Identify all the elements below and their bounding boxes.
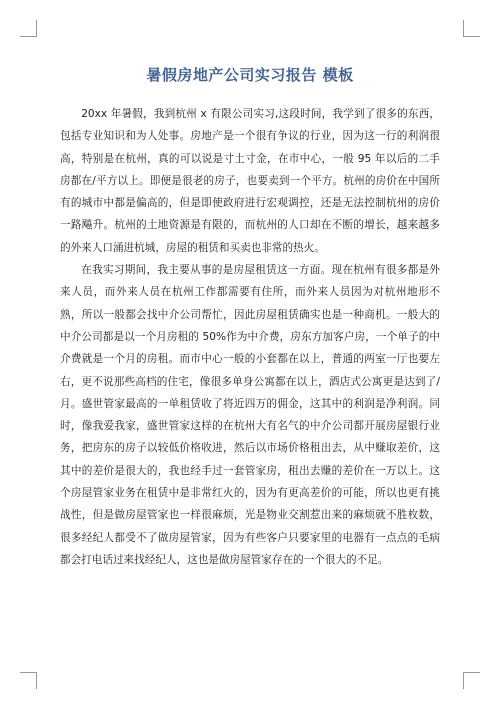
- crop-mark-top-left: [36, 20, 37, 37]
- crop-mark-bottom-left: [36, 672, 37, 689]
- crop-mark-bottom-right: [463, 672, 464, 689]
- crop-mark-bottom-right: [463, 672, 480, 673]
- document-title: 暑假房地产公司实习报告 模板: [146, 66, 354, 84]
- paragraph-1: 20xx 年暑假，我到杭州 x 有限公司实习,这段时间，我学到了很多的东西，包括专业知识和为人处事。房地产是一个很有争议的行业，因为这一行的利润很高，特别是在杭州，真的可以说是寸土寸金，在市中心，一般 95 年以后的二手房都在/平方以上。即便是很老的房子，也要卖到一个平方。杭州的房价在中国所有的城市中都是偏高的，但是即使政府进行宏观调控，还是无法控制杭州的房价一路飚升。杭州的土地资源是有限的，而杭州的人口却在不断的增长，越来越多的外来人口涌进杭城，房屋的租赁和买卖也非常的热火。: [60, 108, 440, 254]
- crop-mark-top-right: [463, 36, 480, 37]
- paragraph-2: 在我实习期间，我主要从事的是房屋租赁这一方面。现在杭州有很多都是外来人员，而外来人员在杭州工作都需要有住所，而外来人员因为对杭州地形不熟，所以一般都会找中介公司帮忙，因此房屋租赁确实也是一种商机。一般大的中介公司都是以一个月房租的 50%作为中介费，房东方加客户房，一个单子的中介费就是一个月的房租。而市中心一般的小套都在以上，普通的两室一厅也要左右，更不说那些高档的住宅，像很多单身公寓都在以上，酒店式公寓更是达到了/月。盛世管家最高的一单租赁收了将近四万的佣金，这其中的利润是净利润。同时，像我爱我家，盛世管家这样的在杭州大有名气的中介公司都开展房屋银行业务，把房东的房子以较低价格收进，然后以市场价格租出去，从中赚取差价，这其中的差价是很大的，我也经手过一套管家房，租出去赚的差价在一万以上。这个房屋管家业务在租赁中是非常红火的，因为有更高差价的可能，所以也更有挑战性，但是做房屋管家也一样很麻烦，光是物业交割惹出来的麻烦就不胜枚数，很多经纪人都受不了做房屋管家，因为有些客户只要家里的电器有一点点的毛病都会打电话过来找经纪人，这也是做房屋管家存在的一个很大的不足。: [60, 264, 440, 566]
- crop-mark-top-right: [463, 20, 464, 37]
- crop-mark-bottom-left: [20, 672, 37, 673]
- crop-mark-top-left: [20, 36, 37, 37]
- document-body: [60, 103, 440, 571]
